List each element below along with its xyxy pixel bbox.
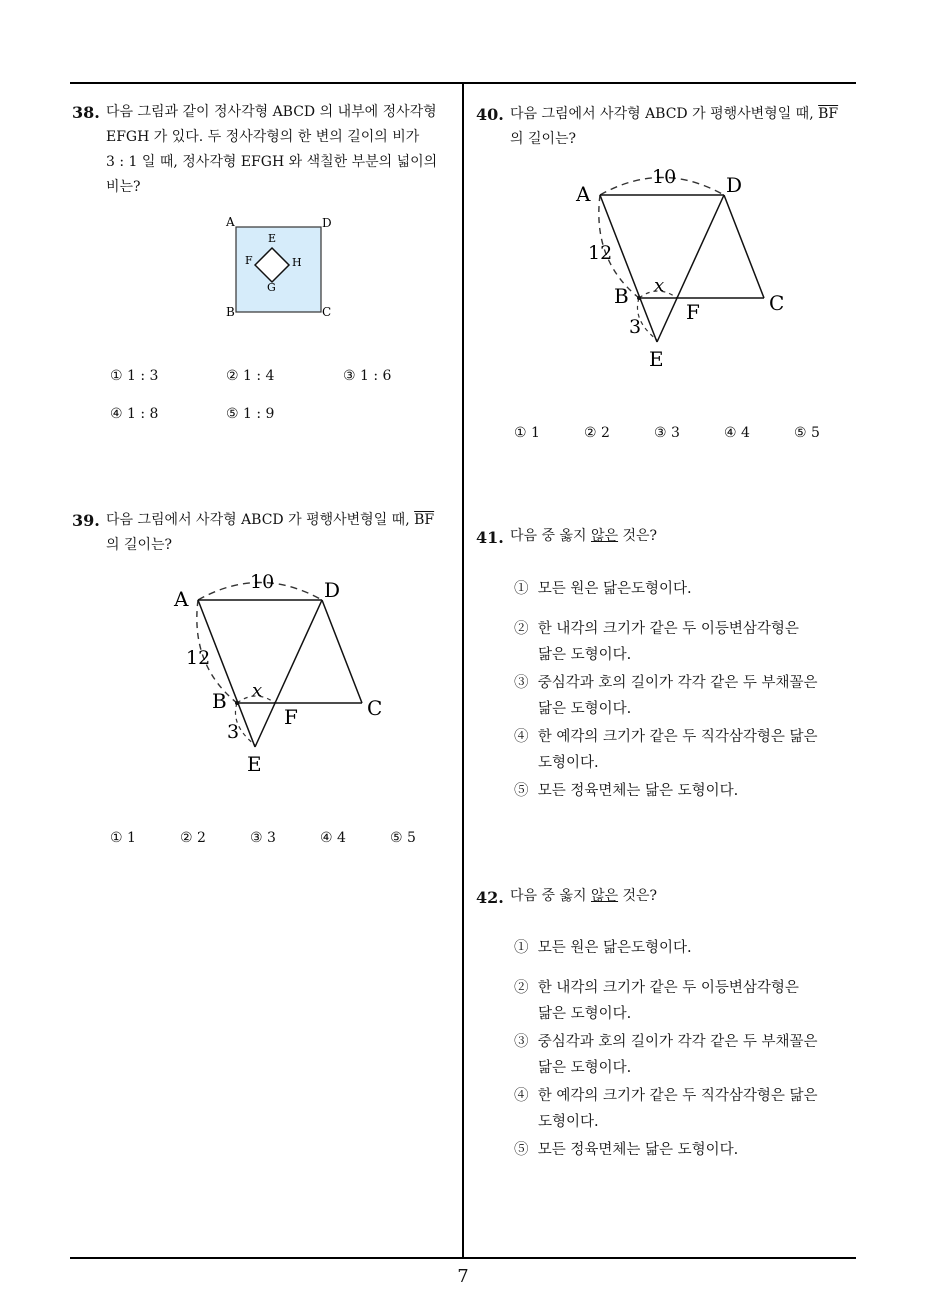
- q38-choice-2[interactable]: ② 1 : 4: [226, 368, 275, 384]
- q39-label-c: C: [367, 696, 383, 720]
- q40-side-dc: [724, 195, 764, 298]
- q41-option-1-text: 모든 원은 닮은도형이다.: [537, 581, 692, 597]
- q41-option-4-num: ④: [514, 729, 529, 745]
- q41-option-3-num: ③: [514, 675, 529, 691]
- q42-option-2[interactable]: [514, 975, 799, 1027]
- page-number: 7: [457, 1266, 469, 1287]
- q38-label-g: G: [267, 281, 276, 294]
- q39-label-10: 10: [250, 571, 275, 593]
- q41-option-3[interactable]: [514, 670, 818, 722]
- q41-text-after: 것은?: [618, 528, 658, 544]
- q38-line2: EFGH 가 있다. 두 정사각형의 한 변의 길이의 비가: [106, 129, 420, 145]
- q40-label-10: 10: [652, 166, 677, 188]
- q39-line2: 의 길이는?: [106, 537, 173, 553]
- q41-option-4-line1: 한 예각의 크기가 같은 두 직각삼각형은 닮은: [537, 729, 818, 745]
- q38-line3: 3 : 1 일 때, 정사각형 EFGH 와 색칠한 부분의 넓이의: [106, 154, 438, 170]
- q41-option-2-line2: 닮은 도형이다.: [538, 647, 632, 663]
- q42-number: 42.: [476, 888, 504, 907]
- q41-option-5-text: 모든 정육면체는 닮은 도형이다.: [537, 783, 739, 799]
- q40-label-x: x: [654, 275, 665, 296]
- q40-number: 40.: [476, 105, 504, 124]
- q41-option-5[interactable]: [514, 778, 738, 804]
- q42-option-4[interactable]: [514, 1083, 818, 1135]
- q42-option-1-text: 모든 원은 닮은도형이다.: [537, 940, 692, 956]
- q39-choice-4[interactable]: ④ 4: [320, 830, 346, 846]
- q40-choice-2[interactable]: ② 2: [584, 425, 610, 441]
- q40-choice-3[interactable]: ③ 3: [654, 425, 680, 441]
- q42-option-3-line2: 닮은 도형이다.: [538, 1060, 632, 1076]
- q39-text-before: 다음 그림에서 사각형 ABCD 가 평행사변형일 때,: [106, 512, 415, 528]
- q42-option-4-line2: 도형이다.: [538, 1114, 599, 1130]
- q38-label-b: B: [226, 305, 235, 319]
- q38-label-e: E: [268, 232, 277, 245]
- q41-number: 41.: [476, 528, 504, 547]
- q39-label-12: 12: [186, 647, 211, 669]
- q42-option-3[interactable]: [514, 1029, 818, 1081]
- q42-option-1[interactable]: [514, 935, 692, 961]
- q42-text: [510, 884, 657, 909]
- q40-label-d: D: [726, 173, 743, 197]
- q41-option-4[interactable]: [514, 724, 818, 776]
- q42-option-5-num: ⑤: [514, 1142, 529, 1158]
- q39-label-e: E: [247, 752, 262, 776]
- q40-segment-bf: $\overline{BF}$: [818, 106, 839, 122]
- q41-option-3-line2: 닮은 도형이다.: [538, 701, 632, 717]
- q39-label-b: B: [212, 689, 227, 713]
- q39-label-d: D: [324, 578, 341, 602]
- q41-option-2-num: ②: [514, 621, 529, 637]
- q40-text: [510, 102, 838, 152]
- q42-option-1-num: ①: [514, 940, 529, 956]
- q38-choice-3[interactable]: ③ 1 : 6: [343, 368, 392, 384]
- q39-side-dc: [322, 600, 362, 703]
- q39-choice-3[interactable]: ③ 3: [250, 830, 276, 846]
- q40-label-12: 12: [588, 242, 613, 264]
- q42-text-before: 다음 중 옳지: [510, 888, 591, 904]
- q42-option-2-line1: 한 내각의 크기가 같은 두 이등변삼각형은: [537, 980, 799, 996]
- q38-label-f: F: [245, 254, 253, 267]
- q41-option-1-num: ①: [514, 581, 529, 597]
- q41-option-5-num: ⑤: [514, 783, 529, 799]
- q39-label-3: 3: [227, 721, 240, 743]
- q40-label-a: A: [576, 182, 591, 206]
- q38-text: [106, 100, 437, 200]
- q42-option-3-line1: 중심각과 호의 길이가 각각 같은 두 부채꼴은: [537, 1034, 818, 1050]
- q42-option-5-text: 모든 정육면체는 닮은 도형이다.: [537, 1142, 739, 1158]
- q42-option-4-num: ④: [514, 1088, 529, 1104]
- q38-choice-5[interactable]: ⑤ 1 : 9: [226, 406, 275, 422]
- q39-label-f: F: [284, 705, 298, 729]
- q40-label-f: F: [686, 300, 700, 324]
- q41-option-3-line1: 중심각과 호의 길이가 각각 같은 두 부채꼴은: [537, 675, 818, 691]
- q38-number: 38.: [72, 103, 100, 122]
- q39-segment-bf: $\overline{BF}$: [414, 512, 435, 528]
- q39-label-a: A: [174, 587, 189, 611]
- q40-label-e: E: [649, 347, 664, 371]
- q38-label-d: D: [322, 216, 332, 230]
- q40-text-before: 다음 그림에서 사각형 ABCD 가 평행사변형일 때,: [510, 106, 819, 122]
- q40-figure: [572, 160, 792, 375]
- q39-text: [106, 508, 434, 558]
- q38-choice-4[interactable]: ④ 1 : 8: [110, 406, 159, 422]
- q40-label-3: 3: [629, 316, 642, 338]
- q41-option-4-line2: 도형이다.: [538, 755, 599, 771]
- q41-underlined: 않은: [590, 528, 619, 544]
- q40-choice-1[interactable]: ① 1: [514, 425, 540, 441]
- q38-figure: [220, 210, 340, 325]
- q41-option-2-line1: 한 내각의 크기가 같은 두 이등변삼각형은: [537, 621, 799, 637]
- q40-line2: 의 길이는?: [510, 131, 577, 147]
- q41-option-1[interactable]: [514, 576, 692, 602]
- q42-option-2-line2: 닮은 도형이다.: [538, 1006, 632, 1022]
- bottom-rule: [70, 1257, 856, 1259]
- q38-label-c: C: [322, 305, 332, 319]
- q42-option-3-num: ③: [514, 1034, 529, 1050]
- q38-line4: 비는?: [106, 179, 141, 195]
- column-divider: [462, 83, 464, 1259]
- q40-choice-4[interactable]: ④ 4: [724, 425, 750, 441]
- q42-option-4-line1: 한 예각의 크기가 같은 두 직각삼각형은 닮은: [537, 1088, 818, 1104]
- q42-option-2-num: ②: [514, 980, 529, 996]
- q39-choice-2[interactable]: ② 2: [180, 830, 206, 846]
- q40-label-b: B: [614, 284, 629, 308]
- q38-label-a: A: [226, 215, 235, 229]
- q42-underlined: 않은: [590, 888, 619, 904]
- q39-label-x: x: [252, 680, 263, 701]
- q40-choice-5[interactable]: ⑤ 5: [794, 425, 820, 441]
- q40-point-b: [637, 296, 641, 300]
- q40-label-c: C: [769, 291, 785, 315]
- q41-option-2[interactable]: [514, 616, 799, 668]
- q42-option-5[interactable]: [514, 1137, 738, 1163]
- q38-label-h: H: [292, 256, 302, 269]
- q39-choice-5[interactable]: ⑤ 5: [390, 830, 416, 846]
- q41-text: [510, 524, 657, 549]
- q38-line1: 다음 그림과 같이 정사각형 ABCD 의 내부에 정사각형: [106, 104, 437, 120]
- q39-point-b: [235, 701, 239, 705]
- q41-text-before: 다음 중 옳지: [510, 528, 591, 544]
- q39-figure: [170, 565, 390, 780]
- q42-text-after: 것은?: [618, 888, 658, 904]
- q39-number: 39.: [72, 511, 100, 530]
- q38-choice-1[interactable]: ① 1 : 3: [110, 368, 159, 384]
- q39-choice-1[interactable]: ① 1: [110, 830, 136, 846]
